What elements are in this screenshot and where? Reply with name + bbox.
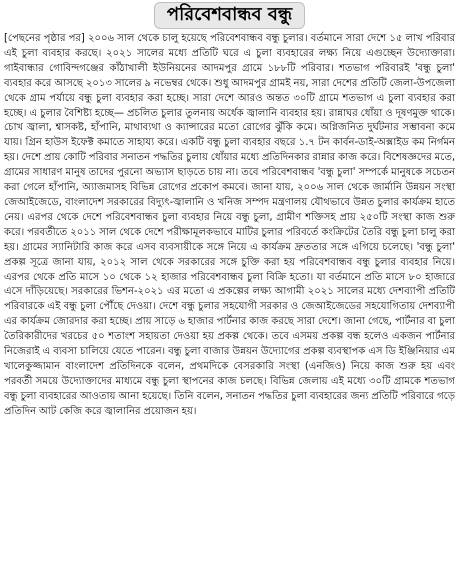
headline-container [4, 2, 455, 30]
article-paragraph [4, 32, 455, 420]
continued-marker: [পেছনের পৃষ্ঠার পর] [4, 33, 85, 44]
article-body [4, 32, 455, 420]
article-headline: পরিবেশবান্ধব বন্ধু [154, 2, 305, 29]
article-paragraph-text: ২০০৬ সাল থেকে চালু হয়েছে পরিবেশবান্ধব বন্ধু চুলার। বর্তমানে সারা দেশে ১৫ লাখ পরিবার এই চুলা ব্যবহার করছে। ২০২১ সালের মধ্যে প্রতিটি ঘরে এ চুলা ব্যবহারের লক্ষ্য নিয়ে এগুচ্ছেন উদ্যোক্তারা। গাইবান্ধার গোবিন্দগঞ্জের কাঁঠাখালী ইউনিয়নের আদমপুর গ্রামে ১৮৮টি পরিবার। শতভাগ পরিবারই 'বন্ধু চুলা' ব্যবহার করে আসছে ২০১৩ সালের ৯ নভেম্বর থেকে। শুধু আদমপুর গ্রামই নয়, সারা দেশের প্রতিটি জেলা-উপজেলা থেকে গ্রাম পর্যায়ে বন্ধু চুলা ব্যবহার করা হচ্ছে। সারা দেশে আরও অন্তত ৩০টি গ্রামে শতভাগ এ চুলা ব্যবহার করা হচ্ছে। এ চুলার বৈশিষ্ট্য হচ্ছে— প্রচলিত চুলার তুলনায় অর্ধেক জ্বালানি ব্যবহার হয়। রান্নাঘর ধোঁয়া ও দূষণমুক্ত থাকে। চোখ জ্বালা, শ্বাসকষ্ট, হাঁপানি, মাথাব্যথা ও ক্যান্সারের মতো রোগের ঝুঁকি কমে। অগ্নিজনিত দুর্ঘটনার সম্ভাবনা কমে যায়। গ্রিন হাউস ইফেক্ট কমাতে সাহায্য করে। একটি বন্ধু চুলা ব্যবহার বছরে ১.৭ টন কার্বন-ডাই-অক্সাইড কম নির্গমন হয়। দেশে প্রায় কোটি পরিবার সনাতন পদ্ধতির চুলায় ধোঁয়ার মধ্যে প্রতিদিনকার রান্নার কাজ করে। বিশেষজ্ঞদের মতে, গ্রামের সাধারণ মানুষ তাদের পুরনো অভ্যাস ছাড়তে চায় না। তবে পরিবেশবান্ধব 'বন্ধু চুলা' সম্পর্কে মানুষকে সচেতন করা গেলে হাঁপানি, অ্যাজমাসহ বিভিন্ন রোগের প্রকোপ কমবে। জানা যায়, ২০০৬ সাল থেকে জার্মানি উন্নয়ন সংস্থা জেআইজেডে, বাংলাদেশ সরকারের বিদ্যুৎ-জ্বালানি ও খনিজ সম্পদ মন্ত্রণালয় যৌথভাবে উন্নত চুলার কার্যক্রম হাতে নেয়। এরপর থেকে দেশে পরিবেশবান্ধব চুলা ব্যবহার নিয়ে বন্ধু চুলা, গ্রামীণ শক্তিসহ প্রায় ২৫০টি সংস্থা কাজ শুরু করে। পরবর্তীতে ২০১১ সাল থেকে দেশে পরীক্ষামূলকভাবে মাটির চুলার পরিবর্তে কংক্রিটের তৈরি বন্ধু চুলা চালু করা হয়। গ্রামের স্যানিটারি কাজ করে এসব ব্যবসায়ীকে সঙ্গে নিয়ে এ কার্যক্রম দ্রুততার সঙ্গে এগিয়ে চলেছে। 'বন্ধু চুলা' প্রকল্প সূত্রে জানা যায়, ২০১২ সাল থেকে সরকারের সঙ্গে চুক্তি করা হয় পরিবেশবান্ধব বন্ধু চুলার ব্যবহার নিয়ে। এরপর থেকে প্রতি মাসে ১০ থেকে ১২ হাজার পরিবেশবান্ধব চুলা বিক্রি হতো। যা বর্তমানে প্রতি মাসে ৮০ হাজারে এসে দাঁড়িয়েছে। সরকারের ভিশন-২০২১ এর মতো এ প্রকল্পের লক্ষ্য আগামী ২০২১ সালের মধ্যে দেশব্যাপী প্রতিটি পরিবারকে এই বন্ধু চুলা পৌঁছে দেওয়া। দেশে বন্ধু চুলার সহযোগী সরকার ও জেআইজেডের সহযোগিতায় দেশব্যাপী এর কার্যক্রম জোরদার করা হচ্ছে। প্রায় সাড়ে ৬ হাজার পার্টনার কাজ করছে সারা দেশে। জানা গেছে, পার্টনার বা চুলা তৈরিকারীদের খরচের ৫০ শতাংশ সহায়তা দেওয়া হয় প্রকল্প থেকে। তবে এসময় প্রকল্প বন্ধ হলেও একজন পার্টনার নিজেরাই এ ব্যবসা চালিয়ে যেতে পারেন। বন্ধু চুলা বাজার উন্নয়ন উদ্যোগের প্রকল্প ব্যবস্থাপক এস ডি ইঞ্জিনিয়ার এম খালেকুজ্জামান বাংলাদেশ প্রতিদিনকে বলেন, প্রথমদিকে বেসরকারি সংস্থা (এনজিও) নিয়ে কাজ শুরু হয় এবং পরবর্তী সময়ে উদ্যোক্তাদের মাধ্যমে বন্ধু চুলা স্থাপনের কাজ চলছে। বিভিন্ন জেলায় এই মধ্যে ৩০টি গ্রামকে শতভাগ বন্ধু চুলা ব্যবহারের আওতায় আনা হয়েছে। তিনি বলেন, সনাতন পদ্ধতির চুলা ব্যবহারের জন্য প্রতিটি পরিবারে গড়ে প্রতিদিন আট কেজি করে জ্বালানির প্রয়োজন হয়। [4, 33, 456, 417]
